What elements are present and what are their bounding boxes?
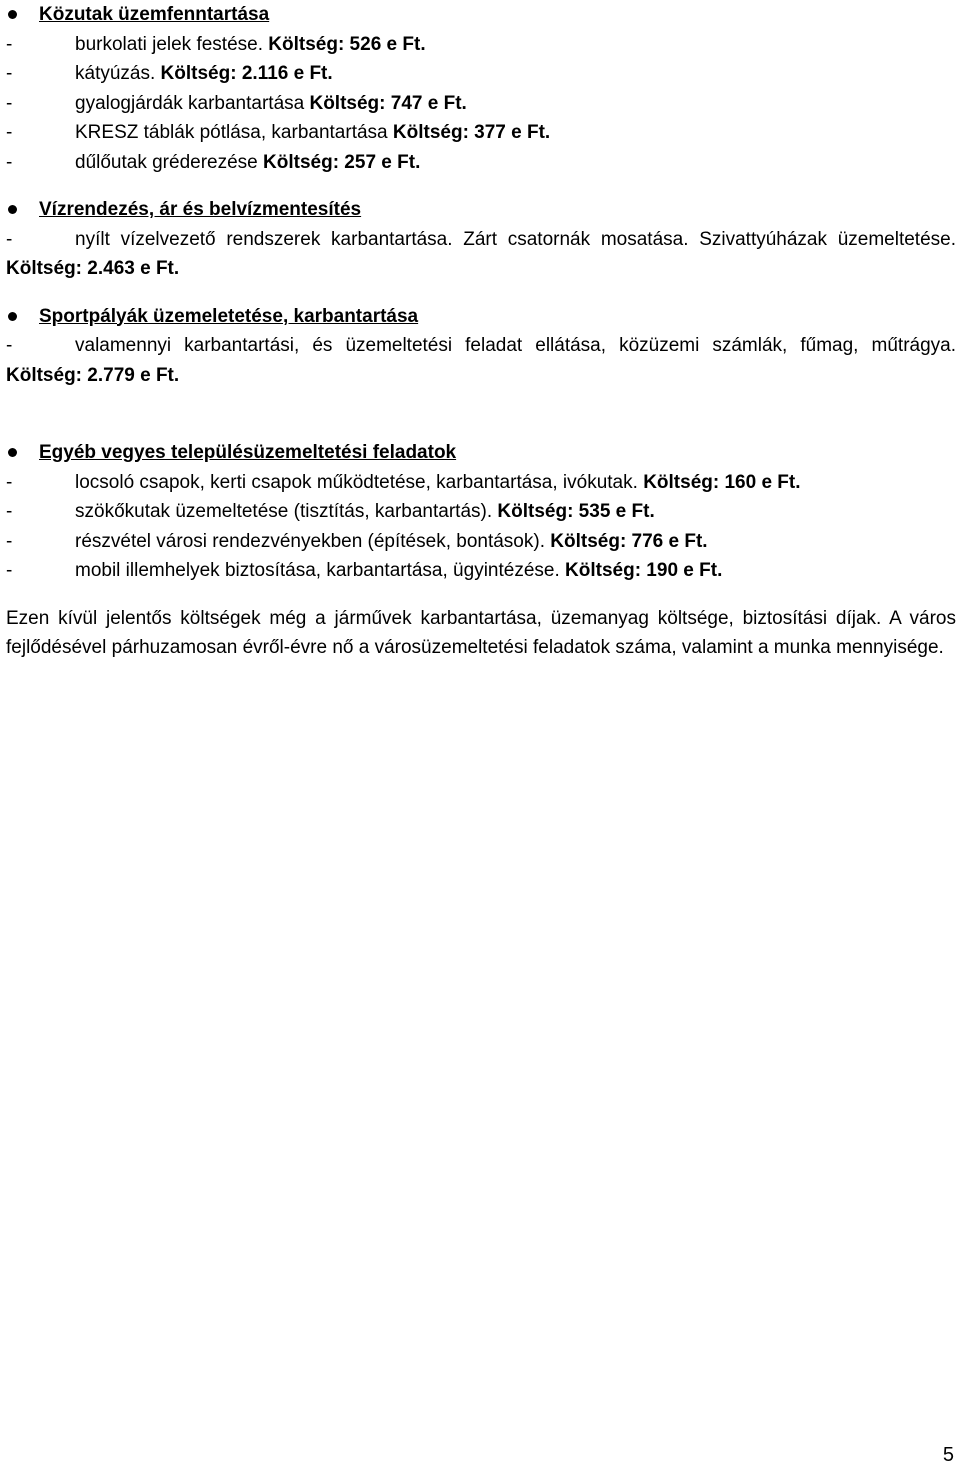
section-sports-fields — [6, 302, 956, 391]
section-misc-tasks — [6, 438, 956, 586]
spacer — [6, 586, 956, 604]
bullet-icon — [8, 448, 17, 457]
list-item — [6, 148, 956, 178]
item-cost: Költség: 377 e Ft. — [392, 122, 551, 143]
item-text: gyalogjárdák karbantartása — [75, 92, 305, 114]
item-cost: Költség: 2.779 e Ft. — [6, 364, 180, 386]
item-text: valamennyi karbantartási, és üzemeltetési feladat ellátása, közüzemi számlák, fűmag, műtrágya. — [75, 335, 956, 356]
list-item — [6, 225, 956, 284]
item-cost: Költség: 2.116 e Ft. — [160, 63, 333, 84]
bullet-icon — [8, 312, 17, 321]
list-item — [6, 331, 956, 390]
list-item — [6, 556, 956, 586]
dash: - — [6, 471, 13, 493]
item-text: kátyúzás. — [75, 63, 156, 84]
item-cost: Költség: 190 e Ft. — [565, 560, 723, 581]
section-heading — [6, 302, 956, 332]
item-text: nyílt vízelvezető rendszerek karbantartása. Zárt csatornák mosatása. Szivattyúházak üzemeltetése. — [75, 228, 956, 250]
item-text: burkolati jelek festése. — [75, 33, 263, 55]
item-cost: Költség: 776 e Ft. — [550, 530, 708, 552]
closing-paragraph: Ezen kívül jelentős költségek még a járművek karbantartása, üzemanyag költsége, biztosítási díjak. A város fejlődésével párhuzamosan évről-évre nő a városüzemeltetési feladatok száma, valamint a munka mennyisége. — [6, 607, 956, 658]
item-text: locsoló csapok, kerti csapok működtetése, karbantartása, ivókutak. — [75, 471, 638, 493]
item-text: dűlőutak gréderezése — [75, 151, 258, 173]
dash: - — [6, 228, 13, 250]
dash: - — [6, 92, 13, 114]
item-cost: Költség: 747 e Ft. — [309, 92, 467, 114]
section-heading-text: Közutak üzemfenntartása — [39, 4, 270, 25]
list-item — [6, 497, 956, 527]
document-page — [6, 0, 956, 663]
dash: - — [6, 530, 13, 552]
dash: - — [6, 560, 13, 581]
section-heading — [6, 195, 956, 225]
dash: - — [6, 63, 13, 84]
item-cost: Költség: 526 e Ft. — [268, 33, 426, 55]
dash: - — [6, 335, 13, 356]
section-heading — [6, 0, 956, 30]
section-water-management — [6, 195, 956, 284]
bullet-icon — [8, 205, 17, 214]
section-heading-text: Sportpályák üzemeletetése, karbantartása — [39, 305, 419, 327]
dash: - — [6, 151, 13, 173]
list-item — [6, 30, 956, 60]
section-heading-text: Vízrendezés, ár és belvízmentesítés — [39, 199, 362, 220]
list-item — [6, 468, 956, 498]
spacer — [6, 284, 956, 302]
item-cost: Költség: 257 e Ft. — [263, 151, 421, 173]
item-text: KRESZ táblák pótlása, karbantartása — [75, 122, 388, 143]
list-item — [6, 527, 956, 557]
dash: - — [6, 33, 13, 55]
dash: - — [6, 501, 13, 522]
item-cost: Költség: 160 e Ft. — [643, 471, 801, 493]
spacer — [6, 177, 956, 195]
item-text: szökőkutak üzemeltetése (tisztítás, karbantartás). — [75, 501, 493, 522]
section-heading — [6, 438, 956, 468]
spacer — [6, 390, 956, 438]
section-heading-text: Egyéb vegyes településüzemeltetési feladatok — [39, 442, 457, 463]
section-roads — [6, 0, 956, 177]
item-text: mobil illemhelyek biztosítása, karbantartása, ügyintézése. — [75, 560, 560, 581]
item-cost: Költség: 535 e Ft. — [497, 501, 655, 522]
list-item — [6, 118, 956, 148]
bullet-icon — [8, 10, 17, 19]
item-cost: Költség: 2.463 e Ft. — [6, 258, 180, 279]
page-number: 5 — [942, 1444, 954, 1466]
list-item — [6, 89, 956, 119]
list-item — [6, 59, 956, 89]
item-text: részvétel városi rendezvényekben (építések, bontások). — [75, 530, 545, 552]
dash: - — [6, 122, 13, 143]
